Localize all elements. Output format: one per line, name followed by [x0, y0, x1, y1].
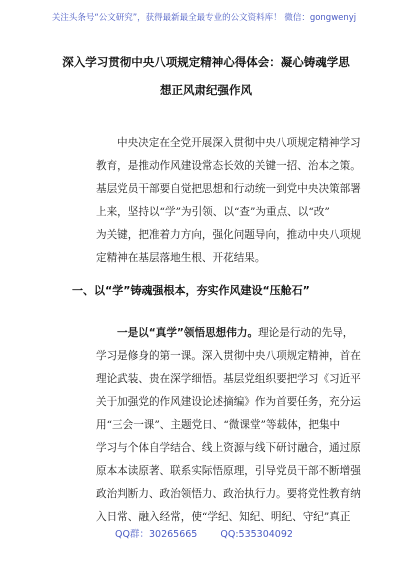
lead-rest-text: 理论是行动的先导， [258, 327, 354, 339]
section-line: 学习与个体自学结合、线上资源与线下研讨融合，通过原 [96, 442, 361, 454]
intro-line: 中央决定在全党开展深入贯彻中央八项规定精神学习 [117, 137, 361, 149]
section-heading: 一、以“学”铸魂强根本，夯实作风建设“压舱石” [72, 284, 310, 297]
section-first-line [96, 322, 352, 345]
intro-line: 教育，是推动作风建设常态长效的关键一招、治本之策。 [96, 160, 361, 172]
section-line: 入日常、融入经常，使“学纪、知纪、明纪、守纪”真正 [96, 511, 351, 523]
page-footer [0, 526, 408, 540]
section-line: 理论武装、贵在深学细悟。基层党组织要把学习《习近平 [96, 373, 361, 385]
section-line: 学习是修身的第一课。深入贯彻中央八项规定精神，首在 [96, 350, 361, 362]
section-paragraph [96, 322, 361, 529]
intro-line: 定精神在基层落地生根、开花结果。 [96, 252, 266, 264]
lead-bold-text: 一是以“真学”领悟思想伟力。 [117, 327, 259, 339]
section-line: 用“三会一课”、主题党日、“微课堂”等载体，把集中 [96, 419, 341, 431]
footer-qq: QQ:535304092 [220, 529, 293, 540]
footer-qq-group: QQ群：30265665 [115, 529, 198, 540]
document-title-line-2: 想正风肃纪强作风 [160, 83, 252, 97]
section-line: 原本本读原著、联系实际悟原理，引导党员干部不断增强 [96, 465, 361, 477]
section-line: 政治判断力、政治领悟力、政治执行力。要将党性教育纳 [96, 488, 361, 500]
intro-paragraph [96, 132, 361, 270]
promo-banner: 关注头条号“公文研究”，获得最新最全最专业的公文资料库！ 微信：gongwenyj [51, 13, 357, 23]
intro-line: 为关键，把准着力方向，强化问题导向，推动中央八项规 [96, 229, 361, 241]
intro-line: 基层党员干部要自觉把思想和行动统一到党中央决策部署 [96, 183, 361, 195]
intro-line: 上来，坚持以“学”为引领、以“查”为重点、以“改” [96, 206, 330, 218]
document-title-line-1: 深入学习贯彻中央八项规定精神心得体会：凝心铸魂学思 [62, 55, 350, 69]
section-line: 关于加强党的作风建设论述摘编》作为首要任务，充分运 [96, 396, 361, 408]
